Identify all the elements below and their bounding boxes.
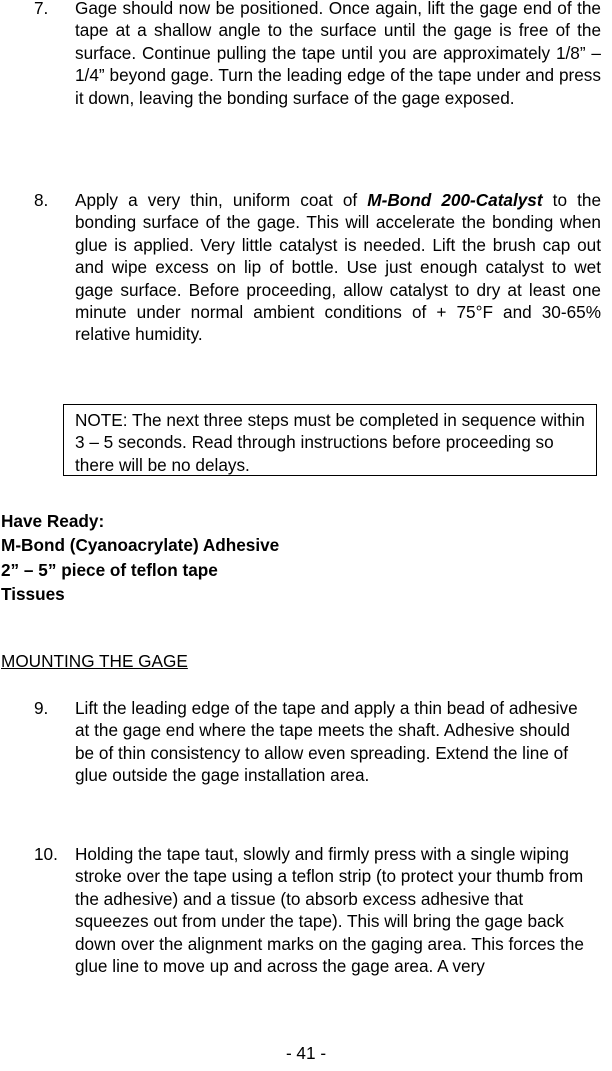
step-8-emphasis: M-Bond 200-Catalyst — [367, 190, 543, 210]
step-8-text-post: to the bonding surface of the gage. This will accelerate the bonding when glue is applied. Very little catalyst is needed. Lift the brush cap out and wipe excess on lip of bottle. Use just enough catalyst to wet gage surface. Before proceeding, allow catalyst to dry at least one minute under normal ambient conditions of + 75°F and 30-65% relative humidity. — [75, 190, 601, 345]
note-box: NOTE: The next three steps must be completed in sequence within 3 – 5 seconds. Read through instructions before proceeding so there will be no delays. — [63, 404, 597, 476]
step-8-number: 8. — [34, 190, 49, 210]
have-ready-item: M-Bond (Cyanoacrylate) Adhesive — [1, 535, 280, 556]
have-ready-item: 2” – 5” piece of teflon tape — [1, 559, 218, 580]
have-ready-title: Have Ready: — [1, 511, 105, 531]
step-9-text: Lift the leading edge of the tape and apply a thin bead of adhesive at the gage end where the tape meets the shaft. Adhesive should be of thin consistency to allow even spreading. Extend the line of glue outside the gage installation area. — [75, 698, 578, 786]
step-10-number: 10. — [34, 844, 58, 864]
step-7-number: 7. — [34, 0, 49, 18]
page-number: - 41 - — [285, 1043, 327, 1063]
section-heading: MOUNTING THE GAGE — [1, 651, 188, 671]
have-ready-item: Tissues — [1, 583, 65, 604]
step-10-text: Holding the tape taut, slowly and firmly press with a single wiping stroke over the tape using a teflon strip (to protect your thumb from the adhesive) and a tissue (to absorb excess adhesive that squeezes out from under the tape). This will bring the gage back down over the alignment marks on the gaging area. This forces the glue line to move up and across the gage area. A very — [75, 844, 584, 977]
step-8-text-pre: Apply a very thin, uniform coat of — [75, 190, 368, 210]
step-7-text: Gage should now be positioned. Once again, lift the gage end of the tape at a shallow angle to the surface until the gage is free of the surface. Continue pulling the tape until you are approximately 1/8” – 1/4” beyond gage. Turn the leading edge of the tape under and press it down, leaving the bonding surface of the gage exposed. — [75, 0, 601, 108]
step-9-number: 9. — [34, 698, 49, 718]
step-8-text — [75, 189, 601, 346]
have-ready-list — [1, 509, 279, 606]
